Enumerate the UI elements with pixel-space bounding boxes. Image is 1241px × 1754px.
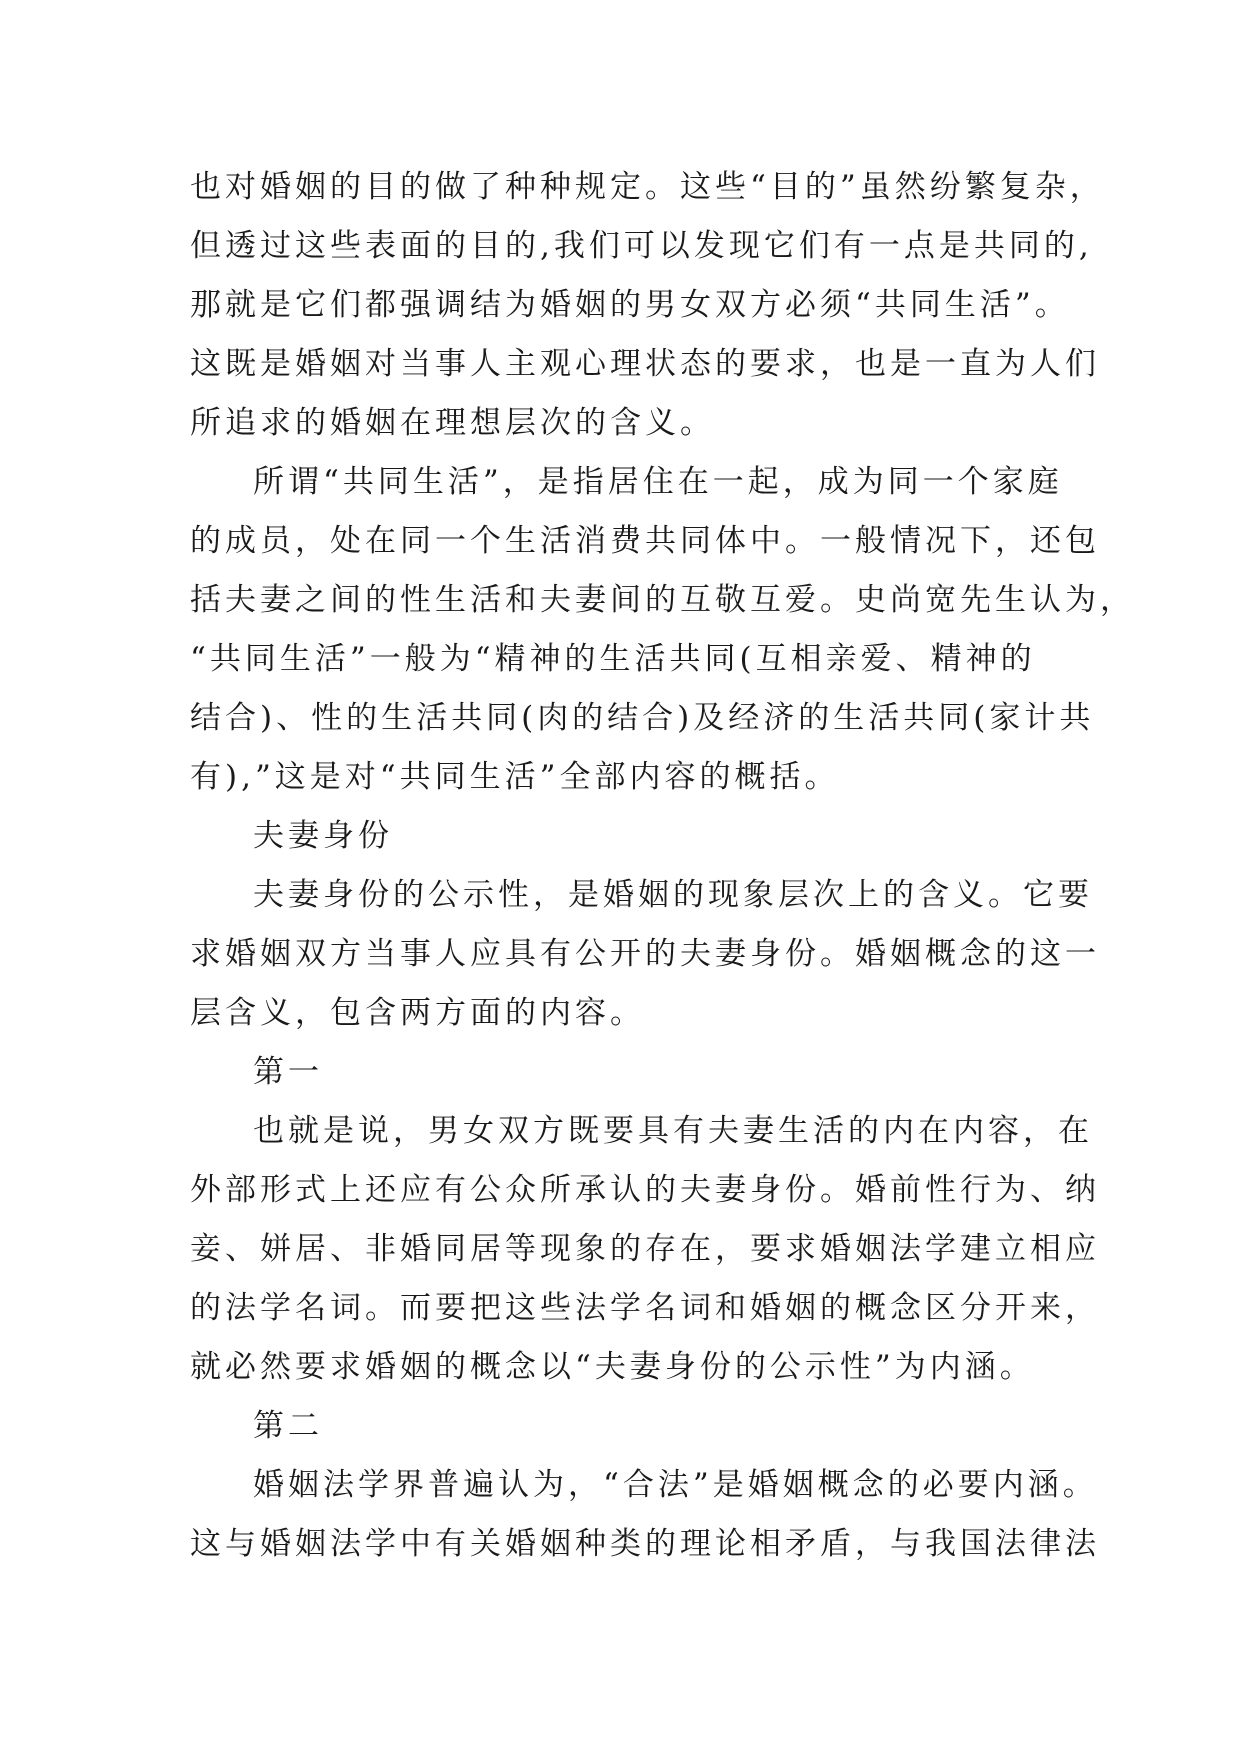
text-line: 求婚姻双方当事人应具有公开的夫妻身份。婚姻概念的这一 bbox=[190, 936, 1100, 972]
text-line: 那就是它们都强调结为婚姻的男女双方必须“共同生活”。 bbox=[190, 287, 1070, 323]
text-line: 的法学名词。而要把这些法学名词和婚姻的概念区分开来， bbox=[190, 1290, 1100, 1326]
paragraph-start: 也就是说，男女双方既要具有夫妻生活的内在内容，在 bbox=[253, 1113, 1093, 1149]
text-line: 就必然要求婚姻的概念以“夫妻身份的公示性”为内涵。 bbox=[190, 1349, 1035, 1385]
text-line: 但透过这些表面的目的,我们可以发现它们有一点是共同的, bbox=[190, 228, 1093, 264]
paragraph-start: 夫妻身份的公示性，是婚姻的现象层次上的含义。它要 bbox=[253, 877, 1093, 913]
paragraph-start: 婚姻法学界普遍认为，“合法”是婚姻概念的必要内涵。 bbox=[253, 1467, 1098, 1503]
text-line: 妾、姘居、非婚同居等现象的存在，要求婚姻法学建立相应 bbox=[190, 1231, 1100, 1267]
text-line: 这与婚姻法学中有关婚姻种类的理论相矛盾，与我国法律法 bbox=[190, 1526, 1100, 1562]
text-line: 有),”这是对“共同生活”全部内容的概括。 bbox=[190, 759, 840, 795]
text-line: 外部形式上还应有公众所承认的夫妻身份。婚前性行为、纳 bbox=[190, 1172, 1100, 1208]
text-line: 括夫妻之间的性生活和夫妻间的互敬互爱。史尚宽先生认为， bbox=[190, 582, 1135, 618]
text-line: 也对婚姻的目的做了种种规定。这些“目的”虽然纷繁复杂， bbox=[190, 169, 1105, 205]
paragraph-start: 所谓“共同生活”，是指居住在一起，成为同一个家庭 bbox=[253, 464, 1063, 500]
section-heading: 第二 bbox=[253, 1408, 323, 1444]
text-line: “共同生活”一般为“精神的生活共同(互相亲爱、精神的 bbox=[190, 641, 1036, 677]
section-heading: 第一 bbox=[253, 1054, 323, 1090]
text-line: 所追求的婚姻在理想层次的含义。 bbox=[190, 405, 715, 441]
text-line: 层含义，包含两方面的内容。 bbox=[190, 995, 645, 1031]
text-line: 这既是婚姻对当事人主观心理状态的要求，也是一直为人们 bbox=[190, 346, 1100, 382]
text-line: 的成员，处在同一个生活消费共同体中。一般情况下，还包 bbox=[190, 523, 1100, 559]
text-line: 结合)、性的生活共同(肉的结合)及经济的生活共同(家计共 bbox=[190, 700, 1095, 736]
section-heading: 夫妻身份 bbox=[253, 818, 393, 854]
